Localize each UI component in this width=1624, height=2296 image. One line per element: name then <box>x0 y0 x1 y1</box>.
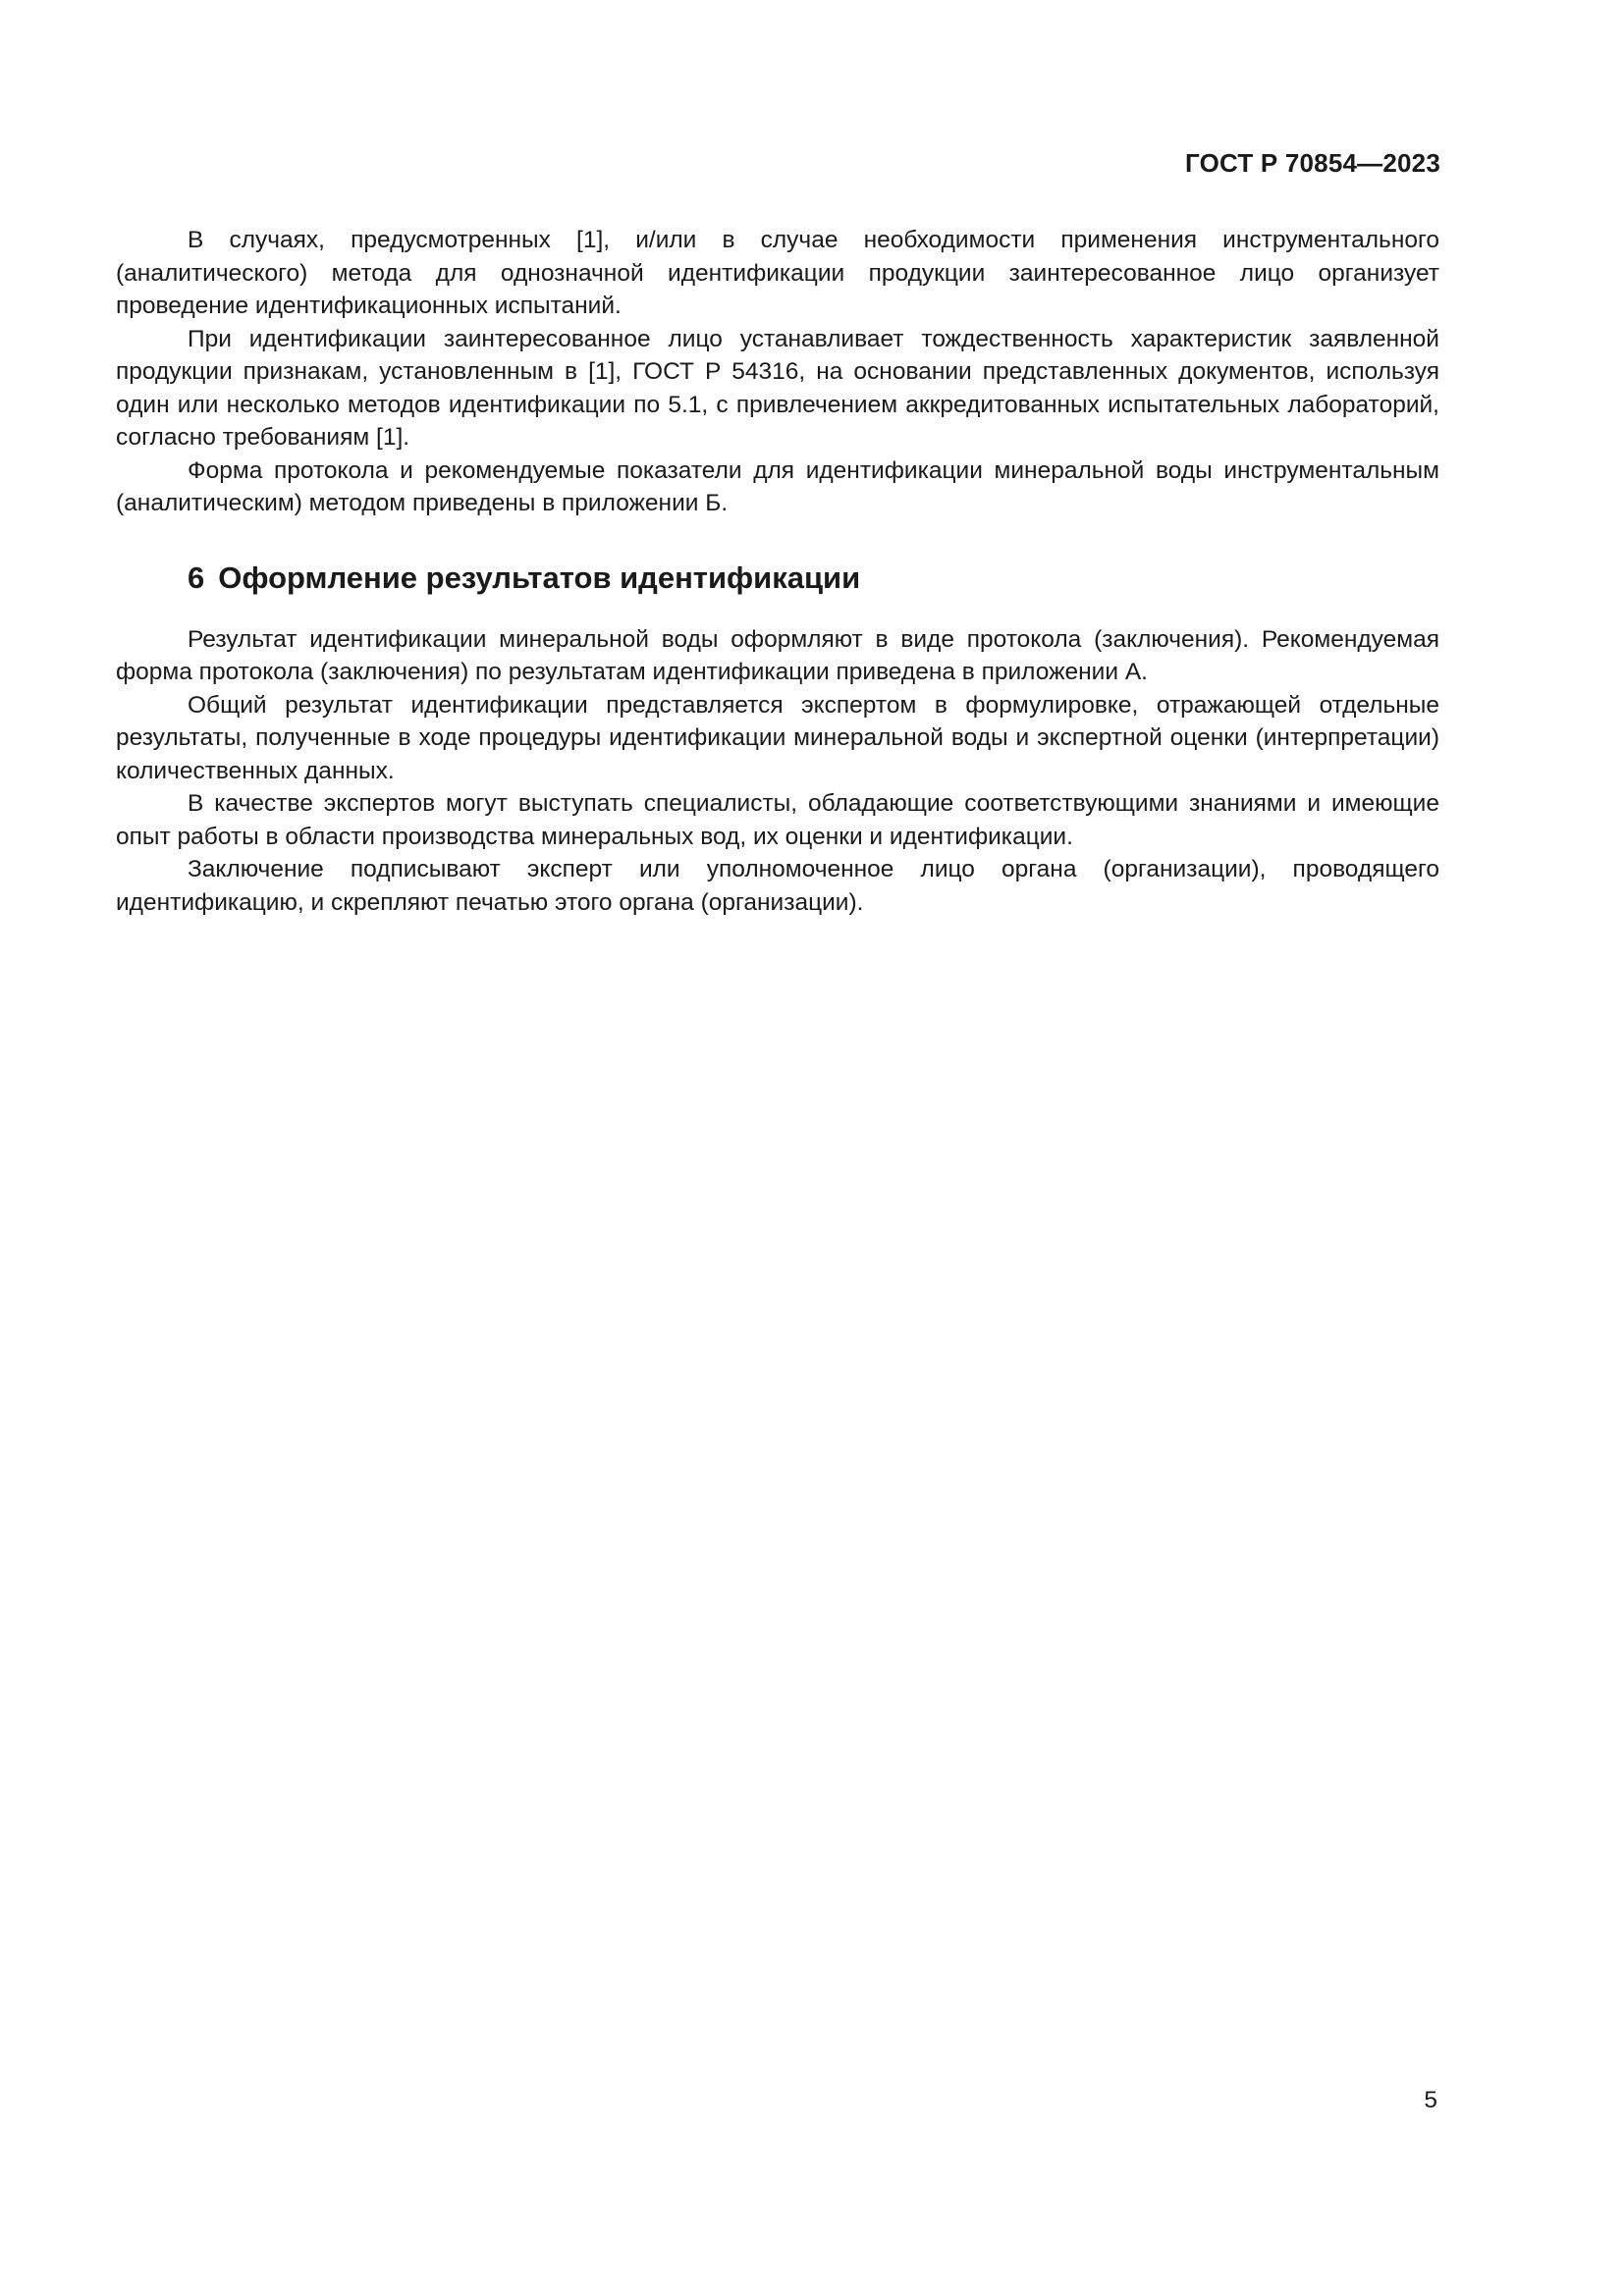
paragraph: В качестве экспертов могут выступать специалисты, обладающие соответствующими знаниями и имеющие опыт работы в области производства минеральных вод, их оценки и идентификации. <box>116 790 1439 850</box>
paragraph: При идентификации заинтересованное лицо устанавливает тождественность характеристик заявленной продукции признакам, установленным в [1], ГОСТ Р 54316, на основании представленных документов, используя один или несколько методов идентификации по 5.1, с привлечением аккредитованных испытательных лабораторий, согласно требованиям [1]. <box>116 325 1439 451</box>
paragraph: Результат идентификации минеральной воды оформляют в виде протокола (заключения). Рекомендуемая форма протокола (заключения) по результатам идентификации приведена в приложении А. <box>116 625 1439 685</box>
document-code-header: ГОСТ Р 70854—2023 <box>1185 148 1440 178</box>
section-number: 6 <box>188 560 205 595</box>
paragraph: Заключение подписывают эксперт или уполномоченное лицо органа (организации), проводящего идентификацию, и скрепляют печатью этого органа (организации). <box>116 856 1439 916</box>
section-title: Оформление результатов идентификации <box>218 560 861 595</box>
section-heading <box>116 559 1439 598</box>
page-number: 5 <box>1424 2087 1437 2113</box>
paragraph: В случаях, предусмотренных [1], и/или в случае необходимости применения инструментального (аналитического) метода для однозначной идентификации продукции заинтересованное лицо организует проведение идентификационных испытаний. <box>116 227 1439 319</box>
paragraph: Форма протокола и рекомендуемые показатели для идентификации минеральной воды инструментальным (аналитическим) методом приведены в приложении Б. <box>116 456 1439 516</box>
page-content <box>116 224 1439 919</box>
paragraph: Общий результат идентификации представляется экспертом в формулировке, отражающей отдельные результаты, полученные в ходе процедуры идентификации минеральной воды и экспертной оценки (интерпретации) количественных данных. <box>116 691 1439 784</box>
